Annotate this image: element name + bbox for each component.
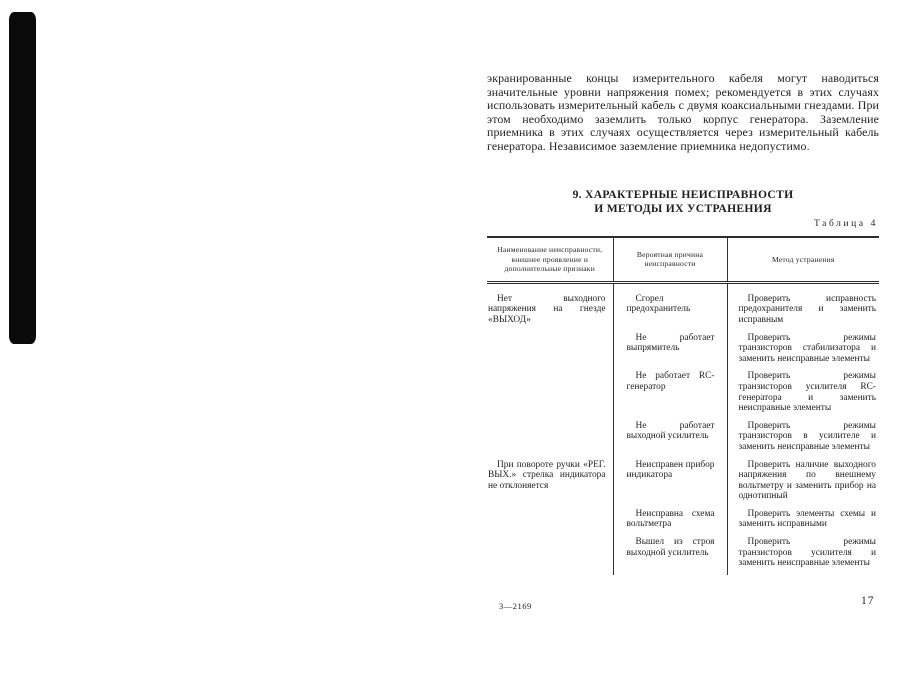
section-heading-line-2: И МЕТОДЫ ИХ УСТРАНЕНИЯ	[594, 201, 772, 215]
cause-cell: Не работает выходной усилитель	[613, 420, 727, 459]
page-number: 17	[861, 595, 875, 607]
header-cell-symptom: Наименование неисправности, внешнее проявление и дополнительные признаки	[487, 237, 613, 282]
cause-cell: Неисправна схема вольтметра	[613, 508, 727, 536]
header-cell-cause: Вероятная причина неисправности	[613, 237, 727, 282]
signature-mark: 3—2169	[499, 601, 532, 611]
table-row	[487, 282, 879, 331]
remedy-cell: Проверить режимы транзисторов стабилизатора и заменить неисправные элементы	[738, 332, 876, 364]
remedy-cell: Проверить режимы транзисторов в усилителе и заменить неисправные элементы	[738, 420, 876, 452]
cause-cell: Сгорел предохранитель	[613, 282, 727, 331]
symptom-cell: Нет выходного напряжения на гнезде «ВЫХОД»	[488, 293, 606, 325]
remedy-cell: Проверить наличие выходного напряжения по внешнему вольтметру и заменить прибор на однотипный	[738, 459, 876, 502]
section-heading-line-1: 9. ХАРАКТЕРНЫЕ НЕИСПРАВНОСТИ	[572, 188, 794, 201]
cause-cell: Не работает RC-генератор	[613, 370, 727, 419]
table-caption: Таблица 4	[813, 219, 878, 229]
scan-artifact-bar	[9, 12, 36, 344]
table-header-row	[487, 237, 879, 282]
cause-cell: Не работает выпрямитель	[613, 332, 727, 371]
remedy-cell: Проверить режимы транзисторов усилителя RC-генератора и заменить неисправные элементы	[738, 371, 876, 414]
section-heading	[487, 188, 879, 215]
remedy-cell: Проверить исправность предохранителя и заменить исправным	[738, 293, 876, 325]
table-row	[487, 459, 879, 508]
fault-table	[487, 236, 879, 575]
page-text-block	[487, 72, 879, 575]
remedy-cell: Проверить элементы схемы и заменить исправными	[738, 508, 876, 530]
intro-paragraph: экранированные концы измерительного кабеля могут наводиться значительные уровни напряжения помех; рекомендуется в этих случаях использовать измерительный кабель с двумя коаксиальными гнездами. При этом необходимо заземлить только корпус генератора. Заземление приемника в этих случаях осуществляется через измерительный кабель генератора. Независимое заземление приемника недопустимо.	[487, 72, 879, 153]
remedy-cell: Проверить режимы транзисторов усилителя и заменить неисправные элементы	[738, 537, 876, 569]
header-cell-remedy: Метод устранения	[727, 237, 879, 282]
cause-cell: Вышел из строя выходной усилитель	[613, 536, 727, 575]
symptom-cell: При повороте ручки «РЕГ. ВЫХ.» стрелка индикатора не отклоняется	[488, 459, 606, 491]
cause-cell: Неисправен прибор индикатора	[613, 459, 727, 508]
